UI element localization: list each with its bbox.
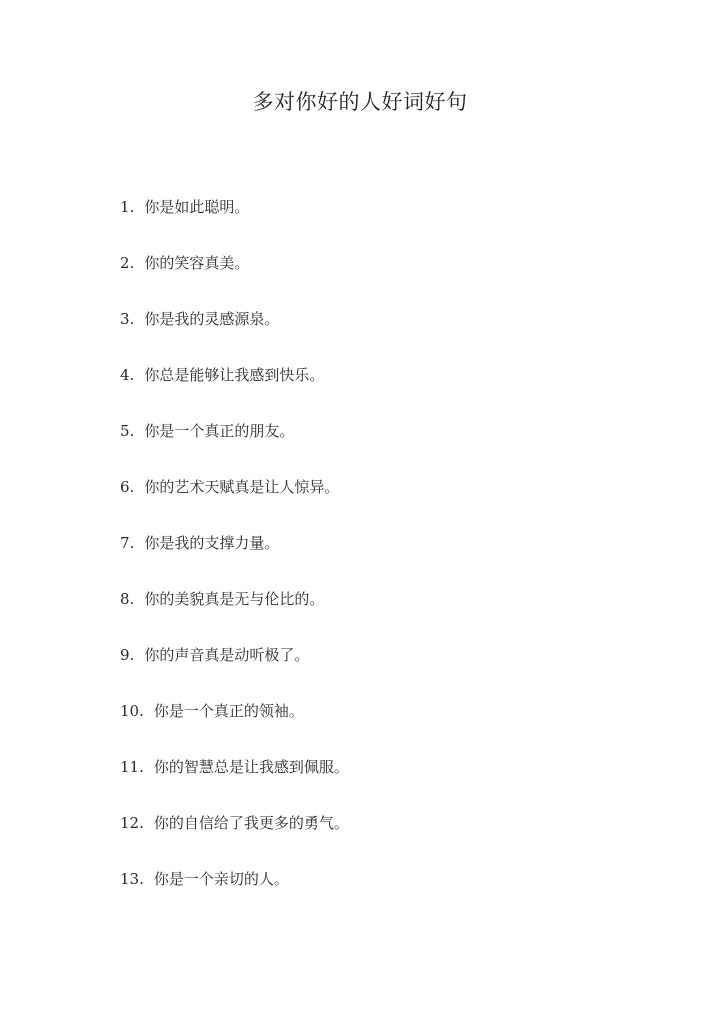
list-item (120, 250, 680, 306)
item-text: 你是如此聪明。 (144, 198, 250, 216)
item-number: 13. (120, 870, 144, 888)
item-number: 1. (120, 198, 135, 216)
item-text: 你的笑容真美。 (144, 254, 250, 272)
item-text: 你是一个亲切的人。 (153, 870, 289, 888)
item-text: 你总是能够让我感到快乐。 (144, 366, 325, 384)
document-title: 多对你好的人好词好句 (252, 90, 468, 114)
item-number: 11. (120, 758, 144, 776)
list-item (120, 642, 680, 698)
item-text: 你的美貌真是无与伦比的。 (144, 590, 325, 608)
item-text: 你的声音真是动听极了。 (144, 646, 310, 664)
list-item (120, 866, 680, 922)
list-item (120, 754, 680, 810)
list-item (120, 194, 680, 250)
item-number: 2. (120, 254, 135, 272)
list-item (120, 474, 680, 530)
phrase-list (120, 194, 680, 922)
item-number: 6. (120, 478, 135, 496)
item-text: 你是一个真正的领袖。 (153, 702, 304, 720)
item-number: 7. (120, 534, 135, 552)
item-text: 你的艺术天赋真是让人惊异。 (144, 478, 340, 496)
item-number: 9. (120, 646, 135, 664)
item-text: 你的自信给了我更多的勇气。 (153, 814, 349, 832)
item-number: 12. (120, 814, 144, 832)
list-item (120, 530, 680, 586)
item-text: 你是我的灵感源泉。 (144, 310, 280, 328)
item-number: 8. (120, 590, 135, 608)
list-item (120, 362, 680, 418)
item-number: 3. (120, 310, 135, 328)
list-item (120, 810, 680, 866)
list-item (120, 586, 680, 642)
item-number: 10. (120, 702, 144, 720)
item-text: 你是一个真正的朋友。 (144, 422, 295, 440)
item-text: 你是我的支撑力量。 (144, 534, 280, 552)
list-item (120, 698, 680, 754)
item-number: 4. (120, 366, 135, 384)
list-item (120, 418, 680, 474)
item-number: 5. (120, 422, 135, 440)
list-item (120, 306, 680, 362)
item-text: 你的智慧总是让我感到佩服。 (153, 758, 349, 776)
